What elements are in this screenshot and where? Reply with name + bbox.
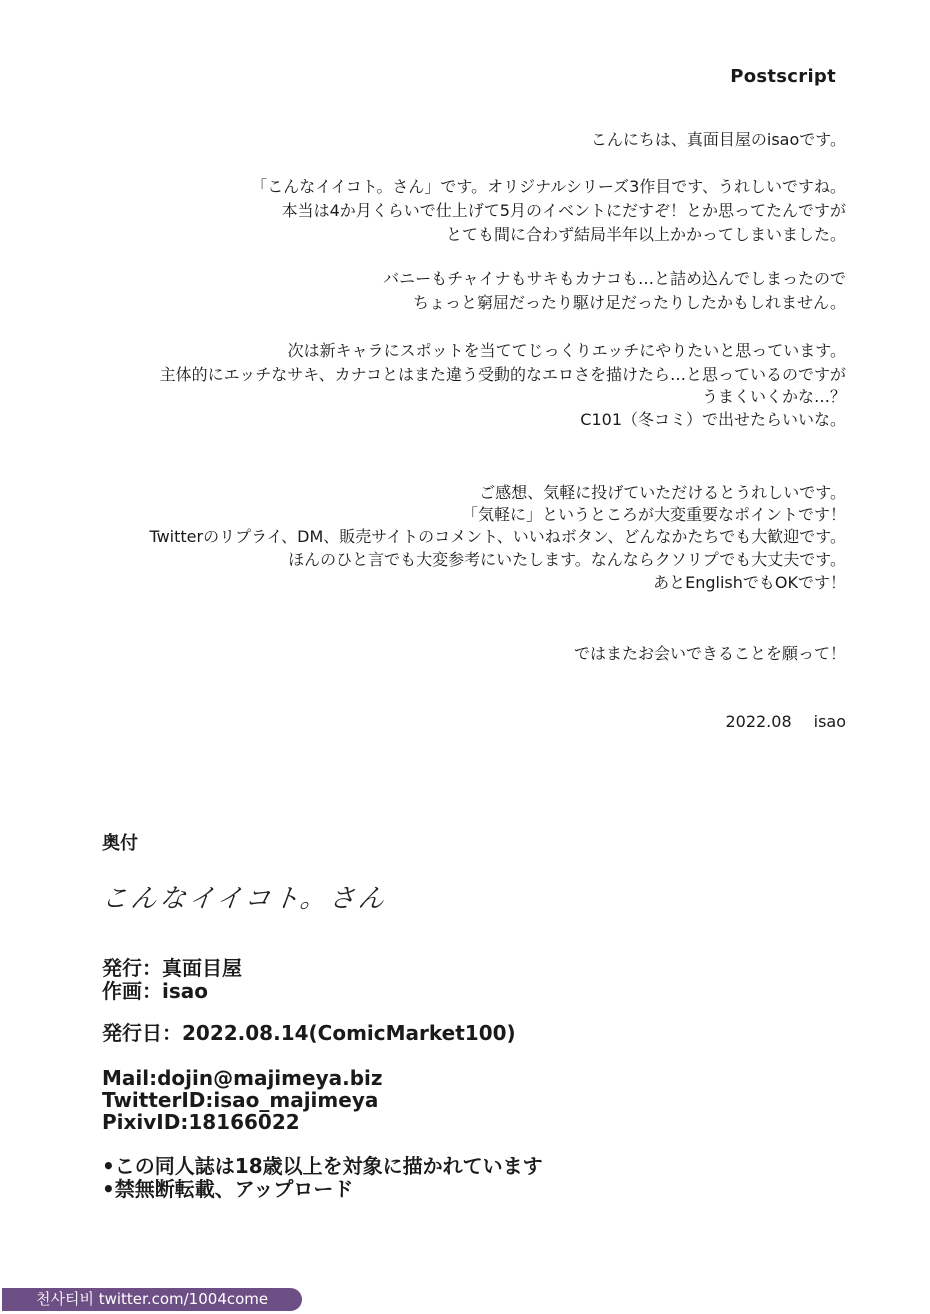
postscript-line: あとEnglishでもOKです！ xyxy=(653,573,846,592)
postscript-line: ちょっと窮屈だったり駆け足だったりしたかもしれません。 xyxy=(413,293,846,312)
postscript-author: isao xyxy=(813,712,846,731)
postscript-line: バニーもチャイナもサキもカナコも…と詰め込んでしまったので xyxy=(383,269,846,288)
postscript-line: ではまたお会いできることを願って！ xyxy=(573,644,846,663)
colophon-heading: 奥付 xyxy=(102,833,138,854)
postscript-line: とても間に合わず結局半年以上かかってしまいました。 xyxy=(445,225,846,244)
postscript-line: ほんのひと言でも大変参考にいたします。なんならクソリプでも大丈夫です。 xyxy=(288,550,846,569)
colophon-pixiv-id: PixivID:18166022 xyxy=(102,1110,300,1134)
postscript-heading: Postscript xyxy=(730,66,836,87)
postscript-line: 本当は4か月くらいで仕上げて5月のイベントにだすぞ！とか思ってたんですが xyxy=(281,201,846,220)
colophon-publisher: 発行：真面目屋 xyxy=(102,956,242,980)
colophon-adult-notice: •この同人誌は18歳以上を対象に描かれています xyxy=(102,1154,543,1178)
colophon-release-date: 発行日：2022.08.14(ComicMarket100) xyxy=(102,1021,516,1045)
postscript-line: 「気軽に」というところが大変重要なポイントです！ xyxy=(461,505,846,524)
postscript-line: こんにちは、真面目屋のisaoです。 xyxy=(590,130,846,149)
postscript-line: 次は新キャラにスポットを当ててじっくりエッチにやりたいと思っています。 xyxy=(287,341,846,360)
colophon-twitter-id: TwitterID:isao_majimeya xyxy=(102,1088,379,1112)
colophon-title-logo: こんなイイコト。さん xyxy=(100,884,389,914)
colophon-artist: 作画：isao xyxy=(102,979,208,1003)
colophon-prohibition-notice: •禁無断転載、アップロード xyxy=(102,1177,354,1201)
colophon-mail: Mail:dojin@majimeya.biz xyxy=(102,1066,383,1090)
watermark-banner: 천사티비 twitter.com/1004come xyxy=(2,1288,302,1311)
postscript-line: C101（冬コミ）で出せたらいいな。 xyxy=(580,410,846,429)
postscript-line: Twitterのリプライ、DM、販売サイトのコメント、いいねボタン、どんなかたちでも大歓迎です。 xyxy=(149,527,846,546)
postscript-date: 2022.08 xyxy=(725,712,792,731)
postscript-line: 「こんなイイコト。さん」です。オリジナルシリーズ3作目です、うれしいですね。 xyxy=(251,177,846,196)
postscript-line: うまくいくかな…？ xyxy=(701,387,846,406)
postscript-line: 主体的にエッチなサキ、カナコとはまた違う受動的なエロさを描けたら…と思っているのですが xyxy=(159,365,846,384)
postscript-signature xyxy=(725,712,846,731)
postscript-line: ご感想、気軽に投げていただけるとうれしいです。 xyxy=(479,483,846,502)
